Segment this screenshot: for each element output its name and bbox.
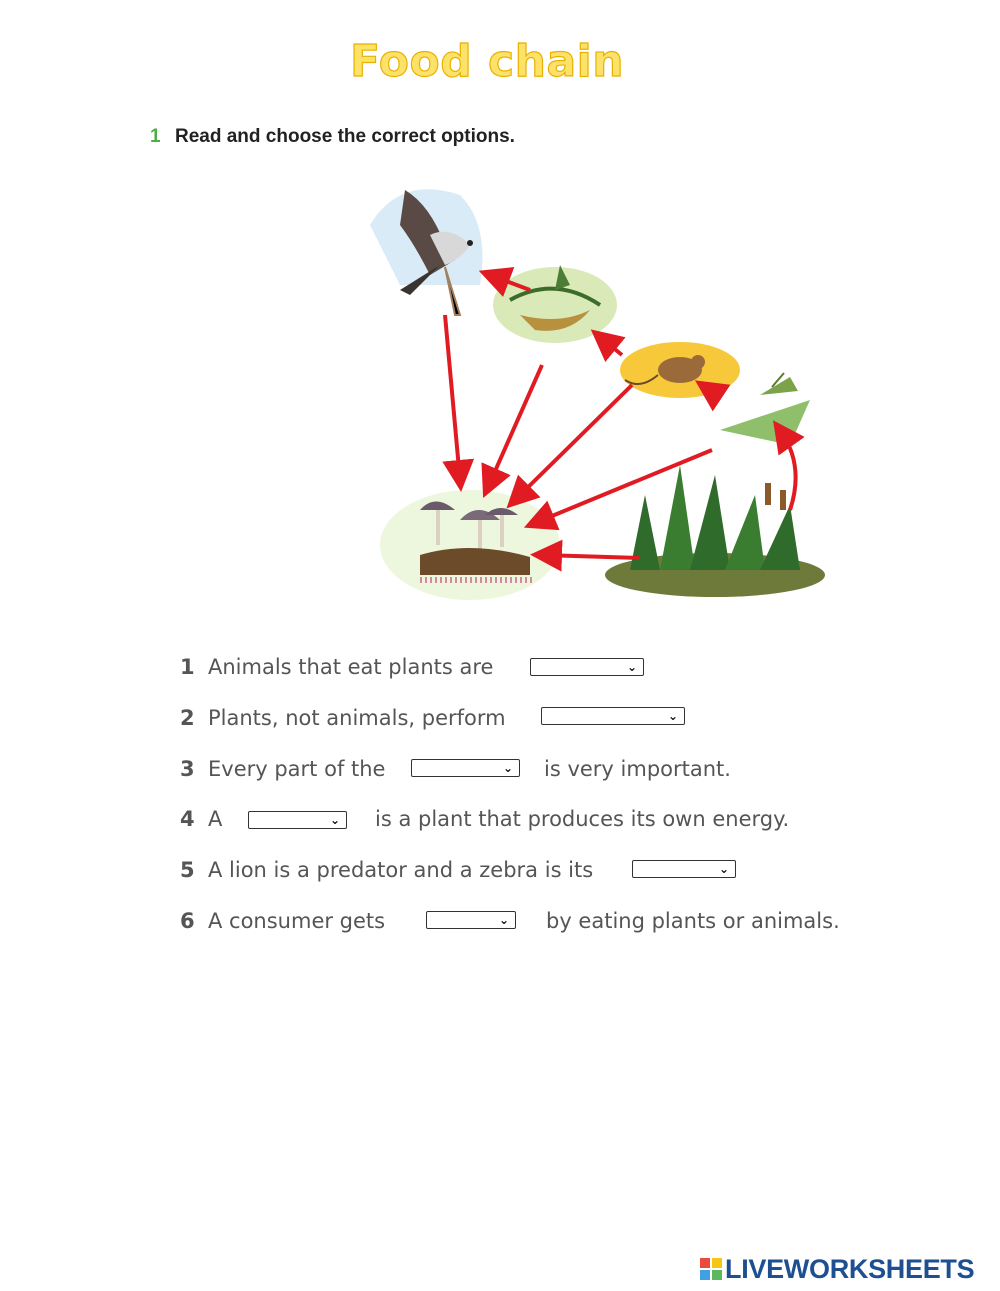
chevron-down-icon: ⌄: [502, 761, 513, 775]
question-number: 1: [180, 655, 195, 679]
answer-select-5[interactable]: [632, 860, 736, 878]
answer-select-1[interactable]: [530, 658, 644, 676]
chevron-down-icon: ⌄: [626, 660, 637, 674]
logo-text: LIVEWORKSHEETS: [725, 1254, 975, 1284]
question-text: A: [208, 807, 223, 831]
chevron-down-icon: ⌄: [329, 813, 340, 827]
arrow-snake-to-mushrooms: [488, 365, 542, 487]
snake-image: [493, 265, 617, 343]
instruction-number: 1: [150, 126, 161, 147]
question-text-after: by eating plants or animals.: [546, 909, 840, 933]
question-text: A consumer gets: [208, 909, 386, 933]
logo-blocks-icon: [700, 1258, 722, 1280]
question-number: 3: [180, 757, 195, 781]
question-text: Plants, not animals, perform: [208, 706, 506, 730]
eagle-image: [370, 189, 483, 315]
grass-image: [605, 465, 825, 597]
answer-select-2[interactable]: [541, 707, 685, 725]
question-number: 6: [180, 909, 195, 933]
food-chain-illustration: [360, 165, 840, 615]
question-text-after: is a plant that produces its own energy.: [375, 807, 790, 831]
arrow-eagle-to-mushrooms: [445, 315, 460, 480]
instruction-text: Read and choose the correct options.: [175, 126, 515, 147]
question-text: A lion is a predator and a zebra is its: [208, 858, 594, 882]
page-title: Food chain: [350, 36, 625, 87]
mushrooms-image: [380, 490, 560, 600]
grasshopper-image: [720, 373, 810, 445]
arrow-mouse-to-snake: [600, 337, 622, 355]
arrow-mouse-to-mushrooms: [515, 385, 632, 500]
chevron-down-icon: ⌄: [667, 709, 678, 723]
question-text: Every part of the: [208, 757, 386, 781]
answer-select-4[interactable]: [248, 811, 347, 829]
answer-select-6[interactable]: [426, 911, 516, 929]
question-number: 4: [180, 807, 195, 831]
question-number: 2: [180, 706, 195, 730]
chevron-down-icon: ⌄: [498, 913, 509, 927]
mouse-image: [620, 342, 740, 398]
chevron-down-icon: ⌄: [718, 862, 729, 876]
answer-select-3[interactable]: [411, 759, 520, 777]
question-text-after: is very important.: [544, 757, 731, 781]
question-text: Animals that eat plants are: [208, 655, 494, 679]
question-number: 5: [180, 858, 195, 882]
